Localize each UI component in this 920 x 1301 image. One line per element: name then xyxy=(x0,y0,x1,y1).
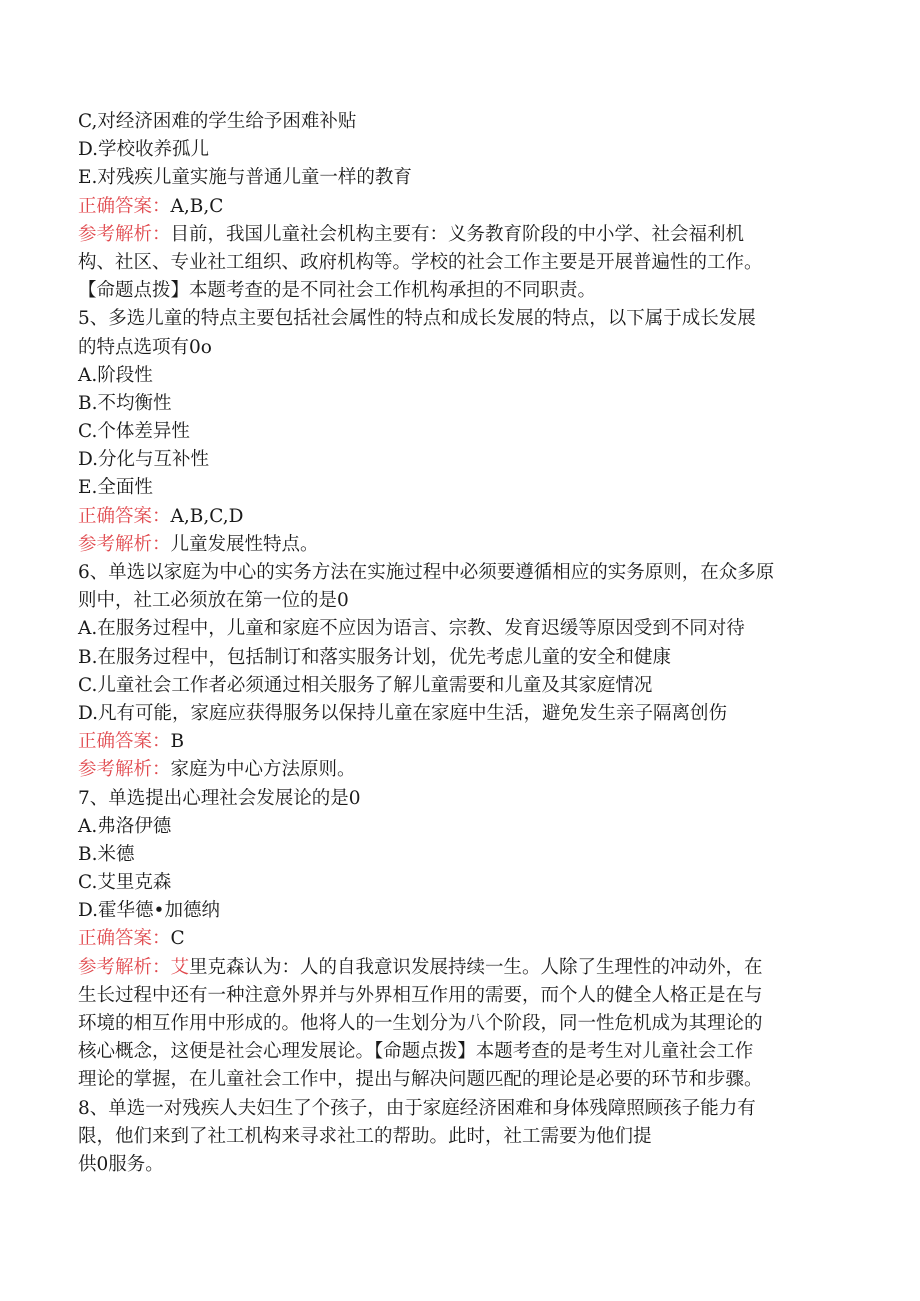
question-7-stem: 7、单选提出心理社会发展论的是0 xyxy=(78,787,361,809)
answer-value: B xyxy=(170,731,185,753)
option-q7-d: D.霍华德•加德纳 xyxy=(78,900,220,922)
option-q4-c: C,对经济困难的学生给予困难补贴 xyxy=(78,111,357,132)
option-q6-d: D.凡有可能，家庭应获得服务以保持儿童在家庭中生活，避免发生亲子隔离创伤 xyxy=(78,702,728,724)
analysis-label: 参考解析： xyxy=(78,759,171,781)
document-page xyxy=(78,108,848,1179)
analysis-label: 参考解析： xyxy=(78,223,171,245)
answer-label: 正确答案： xyxy=(78,505,171,527)
question-5-stem-line-1: 5、多选儿童的特点主要包括社会属性的特点和成长发展的特点，以下属于成长发展 xyxy=(78,308,756,330)
analysis-red-prefix: 艾 xyxy=(170,956,190,978)
option-q7-a: A.弗洛伊德 xyxy=(78,815,172,837)
answer-value: A,B,C,D xyxy=(170,505,244,527)
analysis-text: 里克森认为：人的自我意识发展持续一生。人除了生理性的冲动外，在 xyxy=(189,956,763,978)
analysis-q4-line-2: 构、社区、专业社工组织、政府机构等。学校的社会工作主要是开展普遍性的工作。 xyxy=(78,251,763,273)
answer-q6 xyxy=(78,728,848,756)
answer-label: 正确答案： xyxy=(78,731,171,753)
question-8-stem-line-3: 供0服务。 xyxy=(78,1153,164,1175)
analysis-q4-line-3: 【命题点拨】本题考查的是不同社会工作机构承担的不同职责。 xyxy=(78,280,597,302)
analysis-q5 xyxy=(78,531,848,559)
option-q4-e: E.对残疾儿童实施与普通儿童一样的教育 xyxy=(78,167,412,189)
analysis-text: 家庭为中心方法原则。 xyxy=(170,759,356,781)
analysis-q7-line-3: 环境的相互作用中形成的。他将人的一生划分为八个阶段，同一性危机成为其理论的 xyxy=(78,1013,763,1034)
option-q6-a: A.在服务过程中，儿童和家庭不应因为语言、宗教、发育迟缓等原因受到不同对待 xyxy=(78,618,745,640)
option-q5-e: E.全面性 xyxy=(78,477,153,499)
analysis-label: 参考解析： xyxy=(78,956,171,978)
answer-label: 正确答案： xyxy=(78,928,171,950)
analysis-q6 xyxy=(78,756,848,784)
analysis-q7-line-4: 核心概念，这便是社会心理发展论。【命题点拨】本题考查的是考生对儿童社会工作 xyxy=(78,1041,754,1063)
analysis-q7-line-5: 理论的掌握，在儿童社会工作中，提出与解决问题匹配的理论是必要的环节和步骤。 xyxy=(78,1069,763,1091)
option-q6-b: B.在服务过程中，包括制订和落实服务计划，优先考虑儿童的安全和健康 xyxy=(78,646,671,668)
question-5-stem-line-2: 的特点选项有0o xyxy=(78,336,212,358)
question-6-stem-line-2: 则中，社工必须放在第一位的是0 xyxy=(78,590,349,612)
option-q7-c: C.艾里克森 xyxy=(78,872,172,894)
analysis-text: 目前，我国儿童社会机构主要有：义务教育阶段的中小学、社会福利机 xyxy=(170,223,745,245)
analysis-q7-line-1 xyxy=(78,954,848,982)
analysis-q4-line-1 xyxy=(78,221,848,249)
option-q5-b: B.不均衡性 xyxy=(78,392,172,414)
answer-q4 xyxy=(78,193,848,221)
answer-q5 xyxy=(78,503,848,531)
option-q5-a: A.阶段性 xyxy=(78,364,153,386)
question-8-stem-line-2: 限，他们来到了社工机构来寻求社工的帮助。此时，社工需要为他们提 xyxy=(78,1125,652,1147)
analysis-text: 儿童发展性特点。 xyxy=(170,533,319,555)
question-8-stem-line-1: 8、单选一对残疾人夫妇生了个孩子，由于家庭经济困难和身体残障照顾孩子能力有 xyxy=(78,1097,756,1119)
option-q6-c: C.儿童社会工作者必须通过相关服务了解儿童需要和儿童及其家庭情况 xyxy=(78,674,653,696)
option-q7-b: B.米德 xyxy=(78,843,135,865)
analysis-label: 参考解析： xyxy=(78,533,171,555)
answer-value: C xyxy=(170,928,185,950)
question-6-stem-line-1: 6、单选以家庭为中心的实务方法在实施过程中必须要遵循相应的实务原则，在众多原 xyxy=(78,562,775,583)
option-q4-d: D.学校收养孤儿 xyxy=(78,139,210,161)
option-q5-d: D.分化与互补性 xyxy=(78,449,210,471)
answer-q7 xyxy=(78,925,848,953)
analysis-q7-line-2: 生长过程中还有一种注意外界并与外界相互作用的需要，而个人的健全人格正是在与 xyxy=(78,984,763,1006)
answer-value: A,B,C xyxy=(170,195,224,217)
answer-label: 正确答案： xyxy=(78,195,171,217)
option-q5-c: C.个体差异性 xyxy=(78,421,190,443)
